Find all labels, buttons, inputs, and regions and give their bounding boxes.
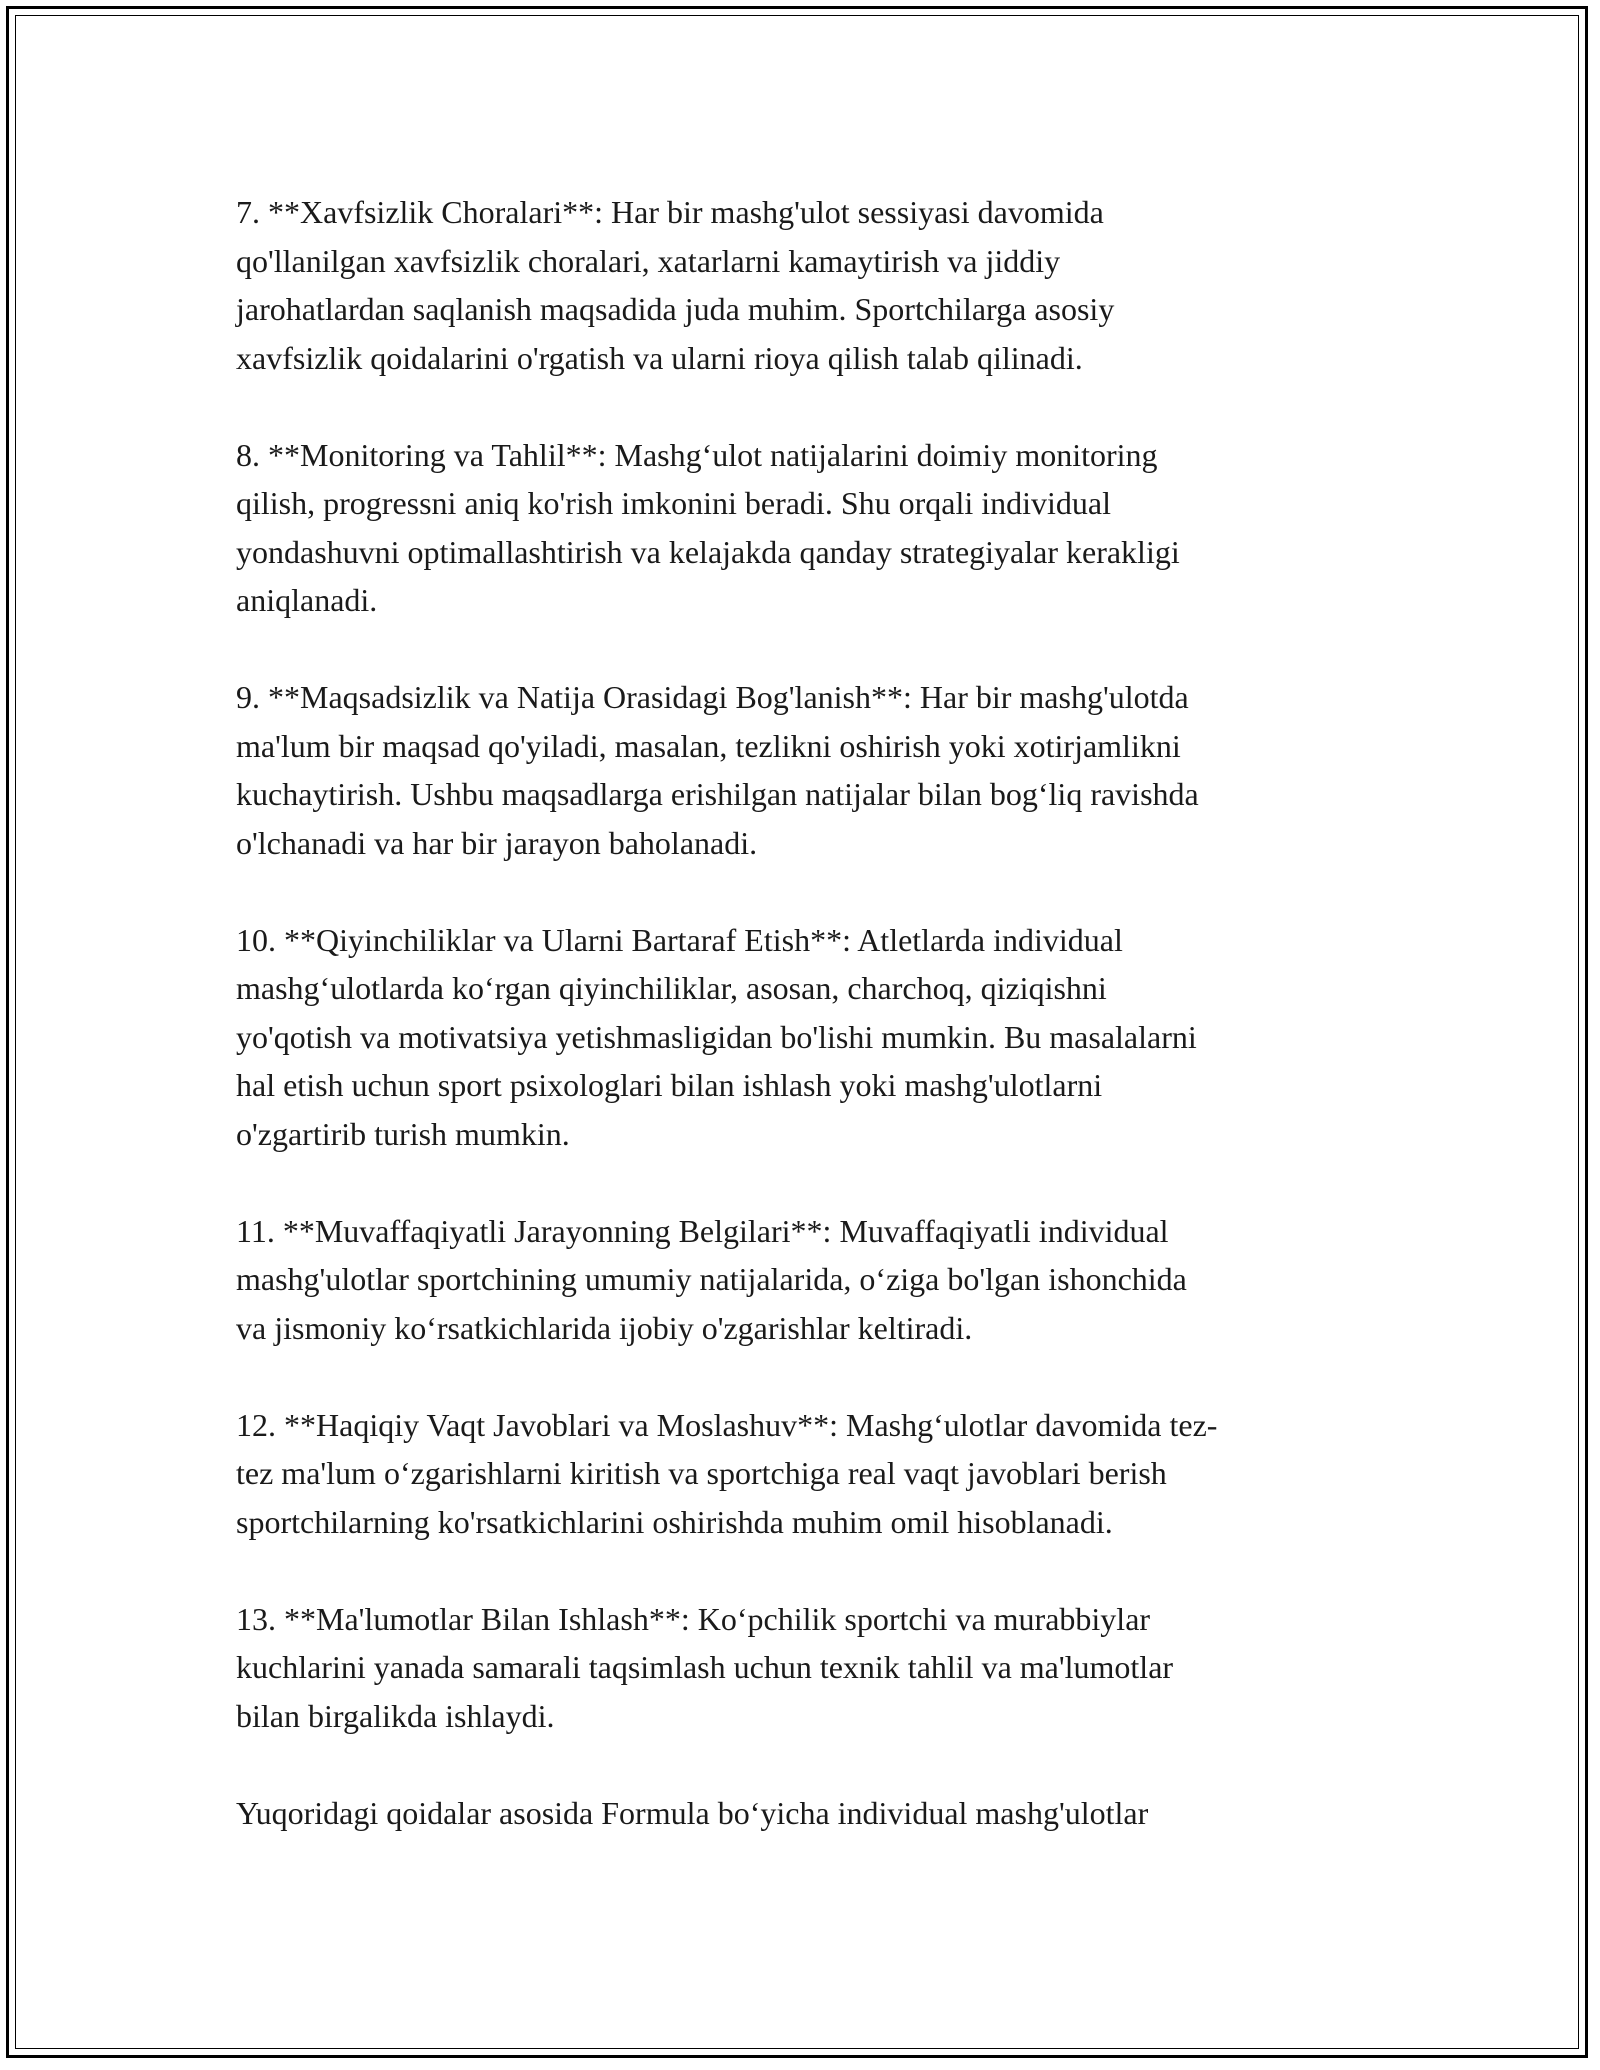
paragraph-line: aniqlanadi. (236, 582, 378, 618)
paragraph-11-success-signs (236, 1207, 1386, 1353)
paragraph-13-working-with-data (236, 1595, 1386, 1741)
paragraph-8-monitoring (236, 431, 1386, 625)
paragraph-line: yo'qotish va motivatsiya yetishmasligidan bo'lishi mumkin. Bu masalalarni (236, 1018, 1197, 1055)
paragraph-12-real-time-feedback (236, 1401, 1386, 1547)
paragraph-line: 12. **Haqiqiy Vaqt Javoblari va Moslashuv**: Mashg‘ulotlar davomida tez- (236, 1406, 1218, 1443)
paragraph-9-goal-result-link (236, 673, 1386, 867)
document-body (236, 188, 1386, 1886)
paragraph-7-safety-measures (236, 188, 1386, 382)
paragraph-line: Yuqoridagi qoidalar asosida Formula bo‘yicha individual mashg'ulotlar (236, 1794, 1149, 1831)
paragraph-line: 8. **Monitoring va Tahlil**: Mashg‘ulot natijalarini doimiy monitoring (236, 436, 1158, 473)
paragraph-line: bilan birgalikda ishlaydi. (236, 1697, 555, 1734)
paragraph-line: xavfsizlik qoidalarini o'rgatish va ularni rioya qilish talab qilinadi. (236, 339, 1083, 376)
paragraph-line: 9. **Maqsadsizlik va Natija Orasidagi Bog'lanish**: Har bir mashg'ulotda (236, 679, 1189, 715)
paragraph-line: 11. **Muvaffaqiyatli Jarayonning Belgilari**: Muvaffaqiyatli individual (236, 1212, 1169, 1249)
paragraph-line: sportchilarning ko'rsatkichlarini oshirishda muhim omil hisoblanadi. (236, 1503, 1113, 1540)
paragraph-10-challenges (236, 916, 1386, 1159)
paragraph-line: 7. **Xavfsizlik Choralari**: Har bir mashg'ulot sessiyasi davomida (236, 194, 1104, 230)
paragraph-line: ma'lum bir maqsad qo'yiladi, masalan, tezlikni oshirish yoki xotirjamlikni (236, 727, 1181, 764)
paragraph-line: 10. **Qiyinchiliklar va Ularni Bartaraf Etish**: Atletlarda individual (236, 921, 1123, 958)
paragraph-line: yondashuvni optimallashtirish va kelajakda qanday strategiyalar kerakligi (236, 533, 1180, 570)
paragraph-line: mashg‘ulotlarda ko‘rgan qiyinchiliklar, asosan, charchoq, qiziqishni (236, 970, 1107, 1006)
paragraph-line: kuchaytirish. Ushbu maqsadlarga erishilgan natijalar bilan bog‘liq ravishda (236, 776, 1199, 812)
paragraph-line: jarohatlardan saqlanish maqsadida juda muhim. Sportchilarga asosiy (236, 291, 1115, 327)
paragraph-line: o'lchanadi va har bir jarayon baholanadi. (236, 824, 758, 861)
paragraph-line: o'zgartirib turish mumkin. (236, 1115, 570, 1152)
paragraph-line: kuchlarini yanada samarali taqsimlash uchun texnik tahlil va ma'lumotlar (236, 1649, 1174, 1685)
paragraph-conclusion (236, 1789, 1386, 1838)
paragraph-line: hal etish uchun sport psixologlari bilan ishlash yoki mashg'ulotlarni (236, 1067, 1103, 1103)
paragraph-line: qilish, progressni aniq ko'rish imkonini beradi. Shu orqali individual (236, 485, 1112, 521)
paragraph-line: va jismoniy ko‘rsatkichlarida ijobiy o'zgarishlar keltiradi. (236, 1309, 973, 1346)
paragraph-line: 13. **Ma'lumotlar Bilan Ishlash**: Ko‘pchilik sportchi va murabbiylar (236, 1600, 1151, 1637)
paragraph-line: tez ma'lum o‘zgarishlarni kiritish va sportchiga real vaqt javoblari berish (236, 1455, 1167, 1491)
paragraph-line: mashg'ulotlar sportchining umumiy natijalarida, o‘ziga bo'lgan ishonchida (236, 1261, 1187, 1297)
paragraph-line: qo'llanilgan xavfsizlik choralari, xatarlarni kamaytirish va jiddiy (236, 242, 1061, 279)
